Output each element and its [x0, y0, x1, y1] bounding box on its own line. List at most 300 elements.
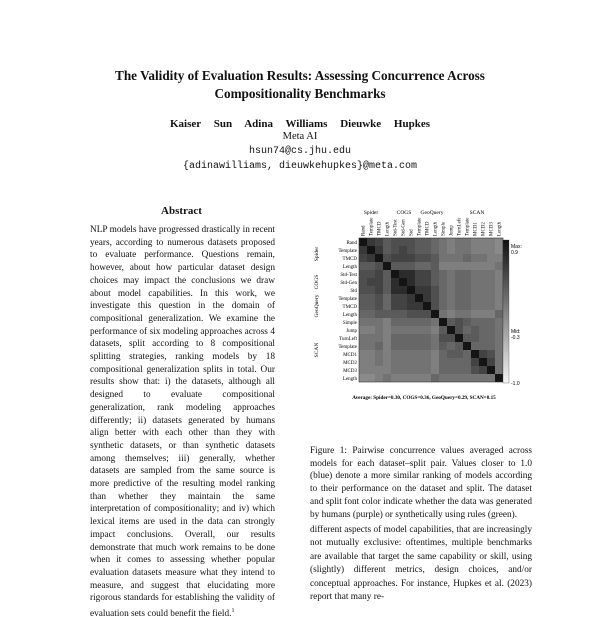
heatmap-cell	[455, 278, 463, 286]
heatmap-cell	[415, 358, 423, 366]
row-label: Template	[338, 248, 357, 254]
colorbar-max-value: 0.9	[511, 250, 518, 256]
heatmap-cell	[367, 342, 375, 350]
heatmap-cell	[495, 278, 503, 286]
heatmap-cell	[479, 246, 487, 254]
heatmap-cell	[439, 334, 447, 342]
heatmap-cell	[455, 350, 463, 358]
heatmap-cell	[415, 246, 423, 254]
group-label-left: COGS	[314, 274, 320, 290]
row-label: MCD1	[343, 352, 357, 358]
heatmap-cell	[399, 254, 407, 262]
heatmap-cell	[455, 302, 463, 310]
heatmap-cell	[375, 278, 383, 286]
heatmap-cell	[495, 302, 503, 310]
heatmap-cell	[439, 366, 447, 374]
column-label: MCD1	[473, 222, 479, 236]
row-label: Rand	[346, 240, 357, 246]
column-label: Template	[465, 217, 471, 236]
heatmap-cell	[431, 326, 439, 334]
heatmap-cell	[367, 326, 375, 334]
column-label: Jump	[449, 225, 455, 236]
column-label: Length	[433, 221, 439, 236]
heatmap-cell	[431, 310, 439, 318]
heatmap-cell	[439, 262, 447, 270]
heatmap-cell	[407, 350, 415, 358]
heatmap-cell	[463, 262, 471, 270]
heatmap-cell	[367, 278, 375, 286]
column-label: MCD2	[481, 222, 487, 236]
heatmap-cell	[367, 286, 375, 294]
heatmap-cell	[495, 358, 503, 366]
heatmap-cell	[367, 238, 375, 246]
heatmap-cell	[455, 262, 463, 270]
heatmap-cell	[383, 374, 391, 382]
heatmap-cell	[455, 366, 463, 374]
heatmap-cell	[431, 318, 439, 326]
heatmap-cell	[415, 270, 423, 278]
heatmap-cell	[423, 350, 431, 358]
heatmap-cell	[359, 374, 367, 382]
heatmap-cell	[447, 358, 455, 366]
heatmap-cell	[399, 270, 407, 278]
column-label: Length	[385, 221, 391, 236]
column-label: Std-Test	[393, 219, 399, 236]
heatmap-cell	[375, 366, 383, 374]
heatmap-cell	[383, 366, 391, 374]
concurrence-heatmap-figure	[312, 205, 534, 465]
heatmap-cell	[487, 318, 495, 326]
heatmap-cell	[383, 254, 391, 262]
heatmap-cell	[471, 326, 479, 334]
heatmap-cell	[487, 270, 495, 278]
heatmap-cell	[487, 374, 495, 382]
heatmap-cell	[487, 358, 495, 366]
heatmap-cell	[423, 246, 431, 254]
heatmap-cell	[455, 358, 463, 366]
heatmap-cell	[399, 334, 407, 342]
heatmap-cell	[375, 358, 383, 366]
heatmap-cell	[367, 350, 375, 358]
heatmap-cell	[415, 286, 423, 294]
heatmap-cell	[423, 254, 431, 262]
heatmap-cell	[487, 350, 495, 358]
heatmap-cell	[391, 326, 399, 334]
heatmap-cell	[455, 238, 463, 246]
heatmap-cell	[359, 246, 367, 254]
heatmap-cell	[423, 238, 431, 246]
heatmap-cell	[471, 310, 479, 318]
heatmap-cell	[471, 270, 479, 278]
heatmap-cell	[447, 342, 455, 350]
heatmap-cell	[495, 318, 503, 326]
heatmap-cell	[487, 366, 495, 374]
heatmap-cell	[447, 270, 455, 278]
heatmap-cell	[359, 270, 367, 278]
heatmap-cell	[391, 366, 399, 374]
row-label: Jump	[346, 328, 357, 334]
heatmap-cell	[455, 318, 463, 326]
heatmap-cell	[463, 294, 471, 302]
heatmap-cell	[359, 238, 367, 246]
heatmap-cell	[367, 246, 375, 254]
heatmap-cell	[399, 358, 407, 366]
heatmap-cell	[415, 366, 423, 374]
heatmap-cell	[407, 342, 415, 350]
heatmap-cell	[447, 294, 455, 302]
column-label: TurnLeft	[457, 218, 463, 236]
heatmap-cell	[383, 294, 391, 302]
heatmap-cell	[375, 326, 383, 334]
heatmap-cell	[487, 246, 495, 254]
heatmap-cell	[407, 318, 415, 326]
heatmap-cell	[423, 342, 431, 350]
heatmap-cell	[487, 238, 495, 246]
heatmap-cell	[455, 334, 463, 342]
heatmap-cell	[375, 238, 383, 246]
heatmap-cell	[487, 278, 495, 286]
row-label: Std-Gen	[340, 280, 357, 286]
heatmap-cell	[463, 302, 471, 310]
heatmap-cell	[423, 294, 431, 302]
heatmap-cell	[415, 334, 423, 342]
heatmap-cell	[375, 270, 383, 278]
heatmap-cell	[439, 326, 447, 334]
heatmap-cell	[495, 342, 503, 350]
heatmap-cell	[415, 342, 423, 350]
heatmap-cell	[383, 270, 391, 278]
heatmap-cell	[455, 254, 463, 262]
row-label: MCD3	[343, 368, 357, 374]
heatmap-cell	[471, 294, 479, 302]
row-label: Template	[338, 296, 357, 302]
heatmap-cell	[471, 254, 479, 262]
heatmap-cell	[407, 278, 415, 286]
heatmap-cell	[495, 254, 503, 262]
heatmap-cell	[367, 318, 375, 326]
heatmap-cell	[439, 350, 447, 358]
heatmap-cell	[407, 254, 415, 262]
row-label: TMCD	[342, 256, 357, 262]
heatmap-cell	[415, 318, 423, 326]
heatmap-cell	[487, 286, 495, 294]
heatmap-cell	[447, 318, 455, 326]
row-label: MCD2	[343, 360, 357, 366]
heatmap-cell	[359, 310, 367, 318]
heatmap-cell	[479, 374, 487, 382]
heatmap-cell	[479, 270, 487, 278]
heatmap-cell	[447, 286, 455, 294]
heatmap-cell	[391, 350, 399, 358]
column-label: TMCD	[377, 221, 383, 236]
heatmap-cell	[439, 302, 447, 310]
colorbar-mid-label: Mid:	[511, 329, 521, 335]
row-label: Length	[342, 376, 357, 382]
row-label: Length	[342, 312, 357, 318]
heatmap-cell	[375, 310, 383, 318]
heatmap-cell	[359, 318, 367, 326]
heatmap-cell	[495, 286, 503, 294]
heatmap-cell	[391, 238, 399, 246]
heatmap-cell	[447, 246, 455, 254]
heatmap-cell	[383, 318, 391, 326]
heatmap-cell	[399, 262, 407, 270]
heatmap-cell	[391, 246, 399, 254]
heatmap-cell	[495, 246, 503, 254]
heatmap-cell	[479, 238, 487, 246]
column-label: Std	[409, 229, 415, 236]
heatmap-cell	[415, 302, 423, 310]
heatmap-cell	[495, 374, 503, 382]
heatmap-cell	[423, 318, 431, 326]
heatmap-cell	[407, 334, 415, 342]
heatmap-cell	[423, 286, 431, 294]
heatmap-cell	[375, 350, 383, 358]
heatmap-cell	[423, 302, 431, 310]
heatmap-cell	[495, 350, 503, 358]
heatmap-cell	[399, 278, 407, 286]
heatmap-cell	[415, 374, 423, 382]
heatmap-cell	[447, 310, 455, 318]
heatmap-cell	[383, 278, 391, 286]
heatmap-cell	[479, 342, 487, 350]
heatmap-cell	[383, 262, 391, 270]
heatmap-cell	[399, 318, 407, 326]
heatmap-cell	[487, 310, 495, 318]
heatmap-cell	[415, 278, 423, 286]
heatmap-cell	[431, 278, 439, 286]
heatmap-cell	[439, 318, 447, 326]
group-label-left: Spider	[314, 246, 320, 262]
heatmap-cell	[495, 262, 503, 270]
heatmap-cell	[367, 358, 375, 366]
group-label-left: GeoQuery	[314, 294, 320, 318]
heatmap-cell	[431, 254, 439, 262]
heatmap-cell	[439, 286, 447, 294]
heatmap-cell	[359, 350, 367, 358]
heatmap-cell	[439, 358, 447, 366]
heatmap-cell	[399, 246, 407, 254]
heatmap-cell	[431, 270, 439, 278]
abstract-text	[90, 224, 275, 621]
heatmap-cell	[487, 294, 495, 302]
heatmap-cell	[495, 366, 503, 374]
heatmap-cell	[391, 286, 399, 294]
abstract-heading: Abstract	[161, 205, 202, 217]
heatmap-cell	[391, 310, 399, 318]
heatmap-cell	[463, 286, 471, 294]
heatmap-cell	[407, 302, 415, 310]
group-label-top: GeoQuery	[420, 210, 444, 216]
heatmap-cell	[359, 294, 367, 302]
heatmap-cell	[423, 310, 431, 318]
author-email-2: {adinawilliams, dieuwkehupkes}@meta.com	[182, 161, 418, 172]
heatmap-cell	[415, 262, 423, 270]
heatmap-cell	[447, 334, 455, 342]
colorbar	[503, 240, 509, 383]
heatmap-cell	[415, 294, 423, 302]
heatmap-cell	[367, 262, 375, 270]
row-label: Template	[338, 344, 357, 350]
heatmap-cell	[479, 334, 487, 342]
heatmap-cell	[367, 310, 375, 318]
heatmap-cell	[431, 294, 439, 302]
heatmap-cell	[367, 366, 375, 374]
heatmap-cell	[367, 254, 375, 262]
heatmap-cell	[359, 342, 367, 350]
heatmap-cell	[391, 342, 399, 350]
heatmap-cell	[447, 350, 455, 358]
heatmap-cell	[415, 350, 423, 358]
heatmap-cell	[471, 286, 479, 294]
heatmap-cell	[455, 310, 463, 318]
figure-caption: Figure 1: Pairwise concurrence values averaged across models for each dataset–split pair. Values closer to 1.0 (blue) denote a more similar ranking of models according to their performance on the dataset and split. The dataset and split font color indicate whether the data was generated by humans (purple) or synthetically using rules (green).	[310, 446, 532, 520]
heatmap-cell	[431, 246, 439, 254]
heatmap-cell	[479, 302, 487, 310]
heatmap-cell	[407, 294, 415, 302]
heatmap-cell	[463, 246, 471, 254]
heatmap-cell	[447, 302, 455, 310]
heatmap-cell	[439, 246, 447, 254]
heatmap-cell	[471, 262, 479, 270]
heatmap-cell	[431, 366, 439, 374]
heatmap-cell	[391, 270, 399, 278]
heatmap-cell	[367, 294, 375, 302]
heatmap-cell	[407, 262, 415, 270]
heatmap-cell	[423, 262, 431, 270]
heatmap-cell	[471, 246, 479, 254]
heatmap-cell	[367, 374, 375, 382]
heatmap-cell	[391, 294, 399, 302]
heatmap-cell	[447, 238, 455, 246]
heatmap-cell	[471, 342, 479, 350]
heatmap-cell	[487, 326, 495, 334]
heatmap-cell	[383, 326, 391, 334]
body-paragraph: different aspects of model capabilities, that are increasingly not mutually exclusive: oftentimes, multiple benchmarks are available that target the same capability or skill, using (slightly) different metrics, design choices, and/or conceptual approaches. For instance, Hupkes et al. (2023) report that many re-	[310, 525, 532, 603]
heatmap-cell	[359, 286, 367, 294]
heatmap-cell	[399, 294, 407, 302]
heatmap-cell	[463, 278, 471, 286]
heatmap-cell	[479, 254, 487, 262]
heatmap-cell	[391, 374, 399, 382]
heatmap-cell	[447, 278, 455, 286]
heatmap-cell	[479, 326, 487, 334]
heatmap-cell	[359, 358, 367, 366]
heatmap-cell	[431, 342, 439, 350]
heatmap-cell	[375, 342, 383, 350]
heatmap-cell	[375, 334, 383, 342]
heatmap-cell	[471, 302, 479, 310]
heatmap-cell	[479, 262, 487, 270]
heatmap-cell	[415, 310, 423, 318]
heatmap-cell	[399, 326, 407, 334]
heatmap-cell	[479, 286, 487, 294]
heatmap-cell	[391, 262, 399, 270]
paper-title-line-2: Compositionality Benchmarks	[214, 86, 386, 101]
row-label: Length	[342, 264, 357, 270]
heatmap-cell	[487, 254, 495, 262]
heatmap-cell	[463, 342, 471, 350]
heatmap-cell	[383, 358, 391, 366]
heatmap-cell	[431, 358, 439, 366]
heatmap-cell	[375, 374, 383, 382]
group-label-top: Spider	[363, 210, 379, 216]
heatmap-cell	[447, 326, 455, 334]
heatmap-cell	[391, 254, 399, 262]
heatmap-cell	[495, 310, 503, 318]
heatmap-cell	[415, 238, 423, 246]
heatmap-cell	[383, 342, 391, 350]
heatmap-cell	[487, 262, 495, 270]
heatmap-cell	[471, 366, 479, 374]
heatmap-cell	[439, 238, 447, 246]
heatmap-cell	[431, 238, 439, 246]
heatmap-cell	[471, 374, 479, 382]
colorbar-min-value: -1.0	[511, 381, 520, 387]
heatmap-cell	[415, 254, 423, 262]
column-label: Simple	[441, 221, 447, 236]
row-label: Std	[350, 288, 357, 294]
heatmap-cell	[399, 302, 407, 310]
heatmap-cell	[479, 310, 487, 318]
row-label: Simple	[342, 320, 357, 326]
heatmap-cell	[391, 302, 399, 310]
heatmap-cell	[391, 318, 399, 326]
heatmap-cell	[383, 302, 391, 310]
heatmap-cell	[407, 238, 415, 246]
heatmap-cell	[463, 238, 471, 246]
footnote-marker: 1	[231, 608, 235, 615]
column-label: Length	[497, 221, 503, 236]
heatmap-cell	[431, 374, 439, 382]
heatmap-cell	[407, 366, 415, 374]
heatmap-cell	[399, 350, 407, 358]
heatmap-cell	[439, 342, 447, 350]
heatmap-cell	[399, 286, 407, 294]
heatmap-cell	[471, 358, 479, 366]
heatmap-cell	[495, 294, 503, 302]
heatmap-cell	[415, 326, 423, 334]
heatmap-cell	[383, 286, 391, 294]
heatmap-cell	[359, 326, 367, 334]
heatmap-cell	[447, 262, 455, 270]
heatmap-cell	[431, 302, 439, 310]
heatmap-cell	[383, 334, 391, 342]
column-label: Template	[369, 217, 375, 236]
heatmap-cell	[359, 254, 367, 262]
author-email-1: hsun74@cs.jhu.edu	[248, 146, 352, 157]
group-label-top: SCAN	[469, 210, 485, 216]
heatmap-cell	[479, 318, 487, 326]
heatmap-cell	[359, 278, 367, 286]
heatmap-cell	[367, 302, 375, 310]
heatmap-cell	[423, 270, 431, 278]
heatmap-cell	[463, 310, 471, 318]
heatmap-cell	[479, 358, 487, 366]
heatmap-cell	[455, 326, 463, 334]
heatmap-cell	[359, 366, 367, 374]
heatmap-cell	[439, 270, 447, 278]
heatmap-cell	[375, 254, 383, 262]
heatmap-cell	[391, 278, 399, 286]
heatmap-cell	[375, 262, 383, 270]
heatmap-cell	[423, 278, 431, 286]
heatmap-cell	[423, 366, 431, 374]
heatmap-cell	[463, 358, 471, 366]
affiliation: Meta AI	[282, 131, 318, 142]
heatmap-cell	[383, 350, 391, 358]
heatmap-cell	[447, 254, 455, 262]
